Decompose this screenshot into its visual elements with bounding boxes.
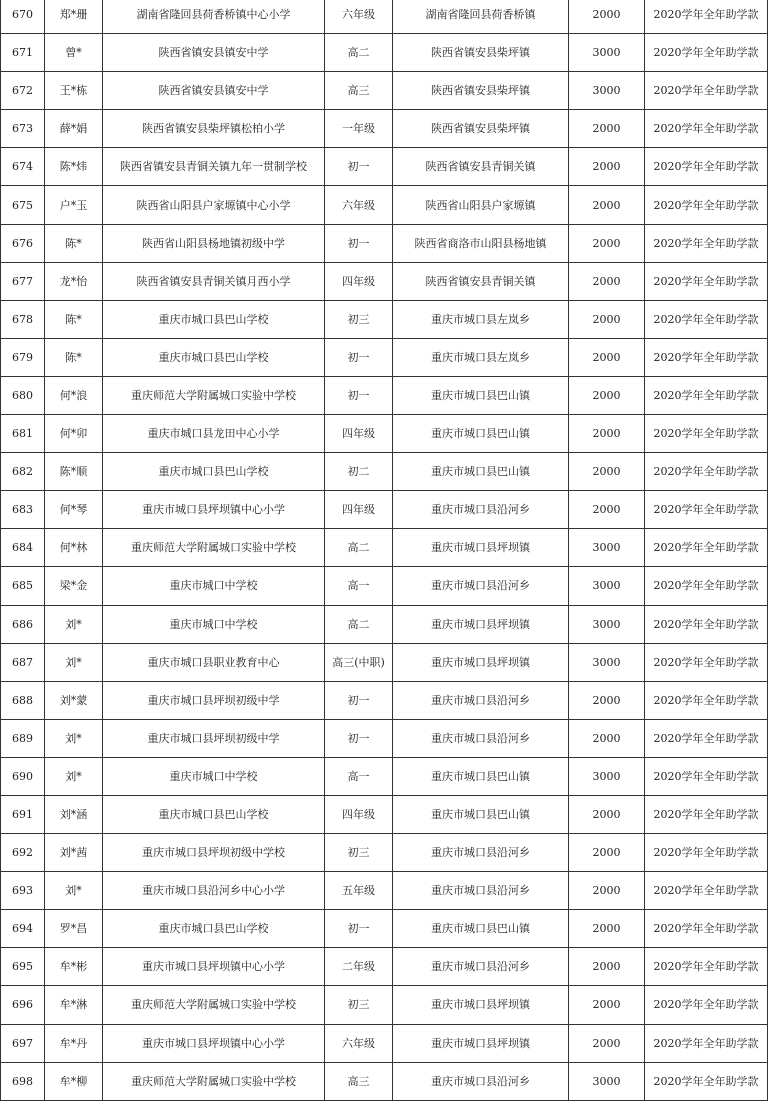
cell-school-name: 重庆市城口县坪坝初级中学校 [103,834,325,872]
cell-payment-type: 2020学年全年助学款 [645,872,768,910]
cell-grade: 高一 [325,567,393,605]
table-row [1,757,768,795]
cell-home-address: 重庆市城口县坪坝镇 [393,643,569,681]
cell-home-address: 重庆市城口县坪坝镇 [393,605,569,643]
cell-grade: 高三(中职) [325,643,393,681]
cell-grade: 初三 [325,300,393,338]
cell-student-name: 刘* [45,872,103,910]
cell-grade: 高二 [325,605,393,643]
cell-amount: 2000 [569,834,645,872]
cell-school-name: 重庆市城口县沿河乡中心小学 [103,872,325,910]
cell-home-address: 重庆市城口县沿河乡 [393,872,569,910]
cell-student-name: 牟*柳 [45,1062,103,1100]
cell-payment-type: 2020学年全年助学款 [645,948,768,986]
cell-amount: 2000 [569,795,645,833]
table-row [1,262,768,300]
cell-grade: 五年级 [325,872,393,910]
cell-row-number: 692 [1,834,45,872]
cell-amount: 2000 [569,872,645,910]
cell-row-number: 681 [1,415,45,453]
cell-grade: 四年级 [325,415,393,453]
cell-amount: 2000 [569,1024,645,1062]
cell-home-address: 重庆市城口县沿河乡 [393,719,569,757]
cell-payment-type: 2020学年全年助学款 [645,834,768,872]
cell-grade: 初一 [325,719,393,757]
table-row [1,643,768,681]
cell-payment-type: 2020学年全年助学款 [645,757,768,795]
cell-school-name: 陕西省镇安县镇安中学 [103,34,325,72]
table-row [1,795,768,833]
table-body [1,0,768,1100]
cell-school-name: 重庆市城口县坪坝镇中心小学 [103,948,325,986]
cell-student-name: 牟*彬 [45,948,103,986]
cell-payment-type: 2020学年全年助学款 [645,300,768,338]
cell-payment-type: 2020学年全年助学款 [645,338,768,376]
cell-payment-type: 2020学年全年助学款 [645,110,768,148]
cell-student-name: 刘*涵 [45,795,103,833]
table-row [1,300,768,338]
cell-row-number: 691 [1,795,45,833]
cell-student-name: 刘* [45,643,103,681]
cell-school-name: 重庆市城口县巴山学校 [103,453,325,491]
table-row [1,224,768,262]
cell-amount: 2000 [569,0,645,34]
cell-amount: 2000 [569,224,645,262]
cell-amount: 3000 [569,72,645,110]
cell-amount: 2000 [569,986,645,1024]
cell-amount: 2000 [569,491,645,529]
cell-home-address: 重庆市城口县沿河乡 [393,567,569,605]
cell-payment-type: 2020学年全年助学款 [645,910,768,948]
cell-amount: 3000 [569,567,645,605]
cell-student-name: 刘*蒙 [45,681,103,719]
cell-school-name: 陕西省镇安县青铜关镇九年一贯制学校 [103,148,325,186]
cell-row-number: 685 [1,567,45,605]
cell-amount: 3000 [569,605,645,643]
cell-home-address: 重庆市城口县坪坝镇 [393,986,569,1024]
cell-home-address: 陕西省镇安县柴坪镇 [393,72,569,110]
cell-grade: 初一 [325,681,393,719]
cell-student-name: 罗*昌 [45,910,103,948]
cell-row-number: 698 [1,1062,45,1100]
cell-student-name: 刘*茜 [45,834,103,872]
cell-amount: 2000 [569,262,645,300]
cell-payment-type: 2020学年全年助学款 [645,262,768,300]
cell-payment-type: 2020学年全年助学款 [645,567,768,605]
cell-row-number: 689 [1,719,45,757]
cell-grade: 初一 [325,338,393,376]
cell-amount: 3000 [569,1062,645,1100]
cell-payment-type: 2020学年全年助学款 [645,681,768,719]
cell-amount: 2000 [569,110,645,148]
cell-row-number: 677 [1,262,45,300]
cell-grade: 高三 [325,1062,393,1100]
cell-amount: 2000 [569,910,645,948]
cell-row-number: 671 [1,34,45,72]
cell-student-name: 牟*淋 [45,986,103,1024]
cell-row-number: 672 [1,72,45,110]
table-row [1,0,768,34]
cell-amount: 2000 [569,186,645,224]
cell-home-address: 陕西省镇安县柴坪镇 [393,34,569,72]
cell-home-address: 重庆市城口县巴山镇 [393,757,569,795]
cell-payment-type: 2020学年全年助学款 [645,719,768,757]
cell-payment-type: 2020学年全年助学款 [645,1062,768,1100]
cell-home-address: 重庆市城口县沿河乡 [393,1062,569,1100]
table-row [1,72,768,110]
cell-home-address: 重庆市城口县坪坝镇 [393,529,569,567]
cell-student-name: 郑*珊 [45,0,103,34]
table-row [1,491,768,529]
table-row [1,605,768,643]
cell-row-number: 695 [1,948,45,986]
cell-row-number: 696 [1,986,45,1024]
cell-school-name: 重庆市城口县坪坝镇中心小学 [103,491,325,529]
cell-grade: 高二 [325,529,393,567]
cell-payment-type: 2020学年全年助学款 [645,0,768,34]
cell-student-name: 王*栋 [45,72,103,110]
cell-home-address: 重庆市城口县沿河乡 [393,948,569,986]
cell-home-address: 陕西省商洛市山阳县杨地镇 [393,224,569,262]
cell-student-name: 何*浪 [45,376,103,414]
cell-amount: 2000 [569,719,645,757]
cell-home-address: 重庆市城口县巴山镇 [393,453,569,491]
cell-school-name: 陕西省镇安县青铜关镇月西小学 [103,262,325,300]
table-row [1,453,768,491]
cell-row-number: 688 [1,681,45,719]
cell-home-address: 重庆市城口县巴山镇 [393,415,569,453]
table-row [1,110,768,148]
cell-grade: 二年级 [325,948,393,986]
cell-grade: 四年级 [325,491,393,529]
table-row [1,1024,768,1062]
cell-school-name: 重庆师范大学附属城口实验中学校 [103,376,325,414]
cell-grade: 初三 [325,986,393,1024]
cell-student-name: 陈* [45,300,103,338]
cell-student-name: 龙*怡 [45,262,103,300]
cell-row-number: 683 [1,491,45,529]
cell-student-name: 何*卯 [45,415,103,453]
table-row [1,567,768,605]
cell-student-name: 何*琴 [45,491,103,529]
table-row [1,872,768,910]
cell-home-address: 重庆市城口县巴山镇 [393,910,569,948]
cell-row-number: 694 [1,910,45,948]
table-row [1,834,768,872]
cell-school-name: 重庆师范大学附属城口实验中学校 [103,1062,325,1100]
cell-student-name: 陈*顺 [45,453,103,491]
cell-payment-type: 2020学年全年助学款 [645,72,768,110]
cell-school-name: 重庆市城口县巴山学校 [103,795,325,833]
table-row [1,910,768,948]
cell-amount: 2000 [569,948,645,986]
cell-row-number: 676 [1,224,45,262]
table-row [1,948,768,986]
cell-amount: 2000 [569,376,645,414]
cell-payment-type: 2020学年全年助学款 [645,34,768,72]
cell-amount: 3000 [569,757,645,795]
cell-amount: 2000 [569,415,645,453]
cell-school-name: 重庆市城口县坪坝镇中心小学 [103,1024,325,1062]
table-row [1,34,768,72]
cell-payment-type: 2020学年全年助学款 [645,605,768,643]
cell-row-number: 673 [1,110,45,148]
cell-home-address: 重庆市城口县沿河乡 [393,491,569,529]
cell-grade: 六年级 [325,1024,393,1062]
cell-row-number: 690 [1,757,45,795]
cell-school-name: 重庆市城口县龙田中心小学 [103,415,325,453]
cell-payment-type: 2020学年全年助学款 [645,224,768,262]
cell-grade: 高一 [325,757,393,795]
table-row [1,1062,768,1100]
cell-home-address: 重庆市城口县巴山镇 [393,795,569,833]
cell-row-number: 680 [1,376,45,414]
table-row [1,681,768,719]
cell-school-name: 重庆市城口县巴山学校 [103,300,325,338]
cell-row-number: 686 [1,605,45,643]
cell-payment-type: 2020学年全年助学款 [645,376,768,414]
cell-school-name: 重庆市城口县职业教育中心 [103,643,325,681]
table-row [1,529,768,567]
cell-amount: 2000 [569,148,645,186]
cell-home-address: 重庆市城口县左岚乡 [393,300,569,338]
cell-grade: 四年级 [325,795,393,833]
cell-amount: 3000 [569,34,645,72]
cell-student-name: 刘* [45,605,103,643]
cell-home-address: 陕西省镇安县柴坪镇 [393,110,569,148]
cell-school-name: 重庆市城口中学校 [103,605,325,643]
cell-amount: 2000 [569,453,645,491]
cell-school-name: 重庆市城口县巴山学校 [103,338,325,376]
cell-school-name: 陕西省镇安县镇安中学 [103,72,325,110]
cell-payment-type: 2020学年全年助学款 [645,453,768,491]
cell-payment-type: 2020学年全年助学款 [645,795,768,833]
cell-school-name: 重庆市城口县巴山学校 [103,910,325,948]
cell-payment-type: 2020学年全年助学款 [645,986,768,1024]
cell-amount: 2000 [569,338,645,376]
cell-row-number: 682 [1,453,45,491]
cell-row-number: 679 [1,338,45,376]
cell-grade: 初一 [325,376,393,414]
cell-payment-type: 2020学年全年助学款 [645,643,768,681]
cell-grade: 初一 [325,224,393,262]
cell-payment-type: 2020学年全年助学款 [645,529,768,567]
cell-grade: 初一 [325,148,393,186]
table-row [1,338,768,376]
cell-home-address: 湖南省隆回县荷香桥镇 [393,0,569,34]
cell-grade: 高二 [325,34,393,72]
cell-row-number: 674 [1,148,45,186]
cell-payment-type: 2020学年全年助学款 [645,491,768,529]
table-row [1,986,768,1024]
cell-student-name: 何*林 [45,529,103,567]
cell-student-name: 曾* [45,34,103,72]
cell-row-number: 693 [1,872,45,910]
cell-school-name: 陕西省镇安县柴坪镇松柏小学 [103,110,325,148]
cell-grade: 一年级 [325,110,393,148]
cell-payment-type: 2020学年全年助学款 [645,1024,768,1062]
cell-school-name: 重庆市城口县坪坝初级中学 [103,681,325,719]
cell-grade: 初一 [325,910,393,948]
cell-home-address: 重庆市城口县巴山镇 [393,376,569,414]
cell-row-number: 687 [1,643,45,681]
cell-student-name: 牟*丹 [45,1024,103,1062]
cell-school-name: 重庆市城口中学校 [103,567,325,605]
cell-row-number: 684 [1,529,45,567]
cell-payment-type: 2020学年全年助学款 [645,186,768,224]
cell-school-name: 湖南省隆回县荷香桥镇中心小学 [103,0,325,34]
cell-student-name: 刘* [45,719,103,757]
cell-student-name: 刘* [45,757,103,795]
cell-student-name: 陈* [45,338,103,376]
cell-row-number: 678 [1,300,45,338]
cell-payment-type: 2020学年全年助学款 [645,148,768,186]
cell-grade: 四年级 [325,262,393,300]
table-row [1,719,768,757]
cell-grade: 初二 [325,453,393,491]
cell-student-name: 陈*炜 [45,148,103,186]
cell-school-name: 陕西省山阳县户家塬镇中心小学 [103,186,325,224]
cell-student-name: 薛*娟 [45,110,103,148]
cell-amount: 2000 [569,300,645,338]
cell-home-address: 重庆市城口县左岚乡 [393,338,569,376]
cell-grade: 高三 [325,72,393,110]
cell-student-name: 陈* [45,224,103,262]
cell-school-name: 重庆师范大学附属城口实验中学校 [103,529,325,567]
cell-row-number: 670 [1,0,45,34]
table-row [1,415,768,453]
cell-student-name: 户*玉 [45,186,103,224]
cell-home-address: 重庆市城口县沿河乡 [393,834,569,872]
table-row [1,186,768,224]
cell-school-name: 重庆师范大学附属城口实验中学校 [103,986,325,1024]
cell-home-address: 陕西省镇安县青铜关镇 [393,148,569,186]
cell-row-number: 675 [1,186,45,224]
cell-home-address: 陕西省镇安县青铜关镇 [393,262,569,300]
cell-grade: 六年级 [325,186,393,224]
table-row [1,376,768,414]
cell-amount: 3000 [569,643,645,681]
cell-amount: 2000 [569,681,645,719]
cell-payment-type: 2020学年全年助学款 [645,415,768,453]
cell-grade: 初三 [325,834,393,872]
cell-school-name: 重庆市城口中学校 [103,757,325,795]
cell-school-name: 重庆市城口县坪坝初级中学 [103,719,325,757]
cell-amount: 3000 [569,529,645,567]
cell-home-address: 重庆市城口县沿河乡 [393,681,569,719]
table-row [1,148,768,186]
cell-row-number: 697 [1,1024,45,1062]
cell-home-address: 重庆市城口县坪坝镇 [393,1024,569,1062]
cell-home-address: 陕西省山阳县户家塬镇 [393,186,569,224]
cell-school-name: 陕西省山阳县杨地镇初级中学 [103,224,325,262]
cell-student-name: 梁*金 [45,567,103,605]
cell-grade: 六年级 [325,0,393,34]
